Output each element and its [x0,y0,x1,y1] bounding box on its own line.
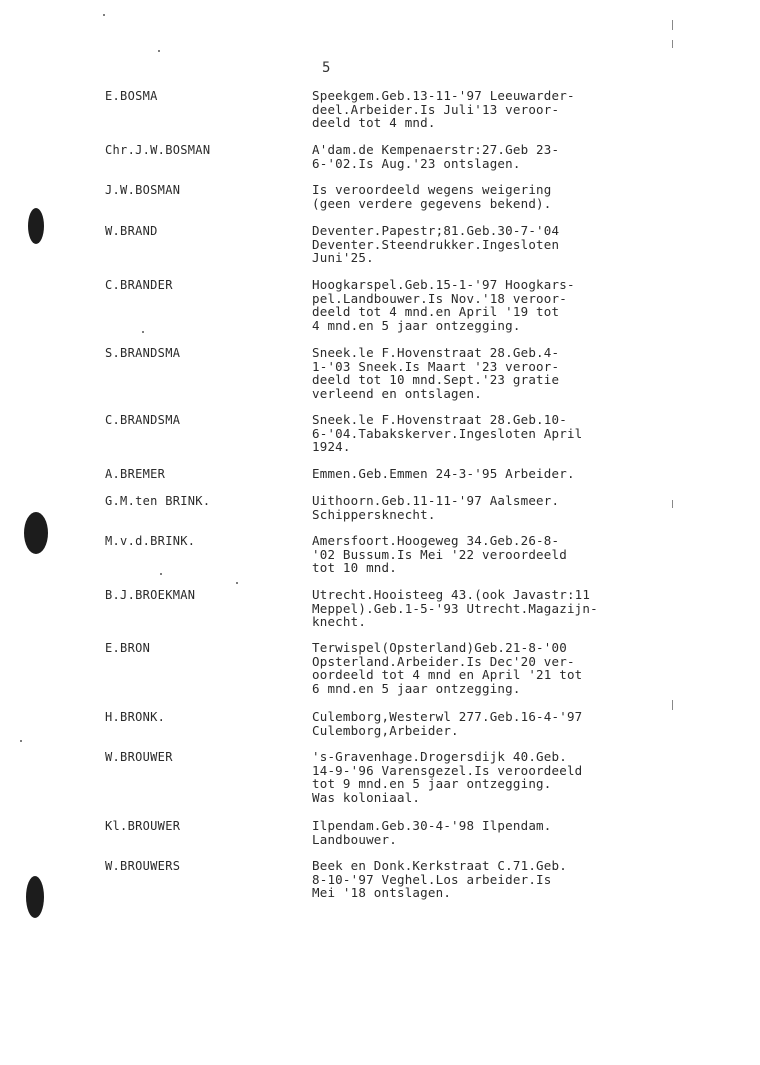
person-name: C.BRANDSMA [105,413,181,427]
detail-line: Uithoorn.Geb.11-11-'97 Aalsmeer. [312,493,560,508]
punch-hole-top [28,208,44,244]
person-name: W.BRAND [105,224,158,238]
scan-edge-mark [672,700,673,710]
detail-line: Was koloniaal. [312,789,421,805]
person-details [312,183,642,210]
detail-line: Mei '18 ontslagen. [312,885,452,900]
detail-line: tot 10 mnd. [312,560,397,575]
detail-line: 6 mnd.en 5 jaar ontzegging. [312,680,521,696]
scan-speck [103,14,105,16]
detail-line: (geen verdere gegevens bekend). [312,195,552,211]
detail-line: A'dam.de Kempenaerstr:27.Geb 23- [312,142,560,157]
detail-line: 14-9-'96 Varensgezel.Is veroordeeld [312,762,583,778]
detail-line: Meppel).Geb.1-5-'93 Utrecht.Magazijn- [312,600,598,616]
detail-line: Utrecht.Hooisteeg 43.(ook Javastr:11 [312,587,591,602]
person-details [312,641,642,695]
detail-line: Deventer.Papestr;81.Geb.30-7-'04 [312,223,560,238]
person-name: Kl.BROUWER [105,819,181,833]
detail-line: Juni'25. [312,250,374,265]
person-details [312,534,642,575]
detail-line: Speekgem.Geb.13-11-'97 Leeuwarder- [312,88,575,103]
detail-line: Opsterland.Arbeider.Is Dec'20 ver- [312,653,575,669]
person-details [312,494,642,521]
detail-line: deeld tot 10 mnd.Sept.'23 gratie [312,372,560,387]
scan-edge-mark [672,20,673,30]
detail-line: Beek en Donk.Kerkstraat C.71.Geb. [312,858,567,873]
detail-line: Schippersknecht. [312,506,436,522]
detail-line: Ilpendam.Geb.30-4-'98 Ilpendam. [312,818,552,833]
detail-line: Is veroordeeld wegens weigering [312,182,552,197]
detail-line: Terwispel(Opsterland)Geb.21-8-'00 [312,640,567,655]
person-name: H.BRONK. [105,710,166,724]
person-details [312,346,642,400]
detail-line: deeld tot 4 mnd.en April '19 tot [312,304,560,319]
detail-line: tot 9 mnd.en 5 jaar ontzegging. [312,776,552,791]
person-name: Chr.J.W.BOSMAN [105,143,211,157]
detail-line: 's-Gravenhage.Drogersdijk 40.Geb. [312,749,567,764]
detail-line: 1924. [312,439,351,454]
person-details [312,750,642,804]
person-details [312,859,642,900]
scan-edge-mark [672,500,673,508]
page-number: 5 [322,60,331,76]
detail-line: 4 mnd.en 5 jaar ontzegging. [312,317,521,333]
punch-hole-middle [24,512,48,554]
detail-line: Culemborg,Arbeider. [312,722,459,738]
detail-line: verleend en ontslagen. [312,385,482,401]
detail-line: 6-'02.Is Aug.'23 ontslagen. [312,155,521,171]
detail-line: Hoogkarspel.Geb.15-1-'97 Hoogkars- [312,277,575,292]
person-name: G.M.ten BRINK. [105,494,211,508]
person-details [312,710,642,737]
person-details [312,143,642,170]
scan-speck [236,582,238,584]
detail-line: knecht. [312,614,367,629]
person-details [312,413,642,454]
scan-speck [158,50,160,52]
scan-edge-mark [672,40,673,48]
detail-line: 6-'04.Tabakskerver.Ingesloten April [312,425,583,441]
punch-hole-bottom [26,876,44,918]
detail-line: 8-10-'97 Veghel.Los arbeider.Is [312,871,552,887]
detail-line: Amersfoort.Hoogeweg 34.Geb.26-8- [312,533,560,548]
detail-line: Sneek.le F.Hovenstraat 28.Geb.4- [312,345,560,360]
person-name: E.BRON [105,641,151,655]
person-details [312,224,642,265]
person-name: S.BRANDSMA [105,346,181,360]
person-details [312,588,642,629]
person-name: J.W.BOSMAN [105,183,181,197]
person-name: B.J.BROEKMAN [105,588,196,602]
detail-line: Emmen.Geb.Emmen 24-3-'95 Arbeider. [312,466,575,481]
detail-line: Culemborg,Westerwl 277.Geb.16-4-'97 [312,709,583,724]
person-name: M.v.d.BRINK. [105,534,196,548]
detail-line: 1-'03 Sneek.Is Maart '23 veroor- [312,358,560,374]
person-name: C.BRANDER [105,278,173,292]
person-details [312,278,642,332]
detail-line: Sneek.le F.Hovenstraat 28.Geb.10- [312,412,567,427]
person-details [312,819,642,846]
person-details [312,89,642,130]
person-name: A.BREMER [105,467,166,481]
detail-line: pel.Landbouwer.Is Nov.'18 veroor- [312,290,567,306]
scan-speck [142,331,144,333]
scan-speck [160,573,162,575]
person-name: E.BOSMA [105,89,158,103]
scan-speck [20,740,22,742]
detail-line: deeld tot 4 mnd. [312,115,436,130]
detail-line: Landbouwer. [312,831,397,847]
detail-line: deel.Arbeider.Is Juli'13 veroor- [312,101,560,117]
detail-line: Deventer.Steendrukker.Ingesloten [312,236,560,252]
person-name: W.BROUWERS [105,859,181,873]
person-details [312,467,642,481]
person-name: W.BROUWER [105,750,173,764]
detail-line: '02 Bussum.Is Mei '22 veroordeeld [312,546,567,562]
detail-line: oordeeld tot 4 mnd en April '21 tot [312,667,583,682]
